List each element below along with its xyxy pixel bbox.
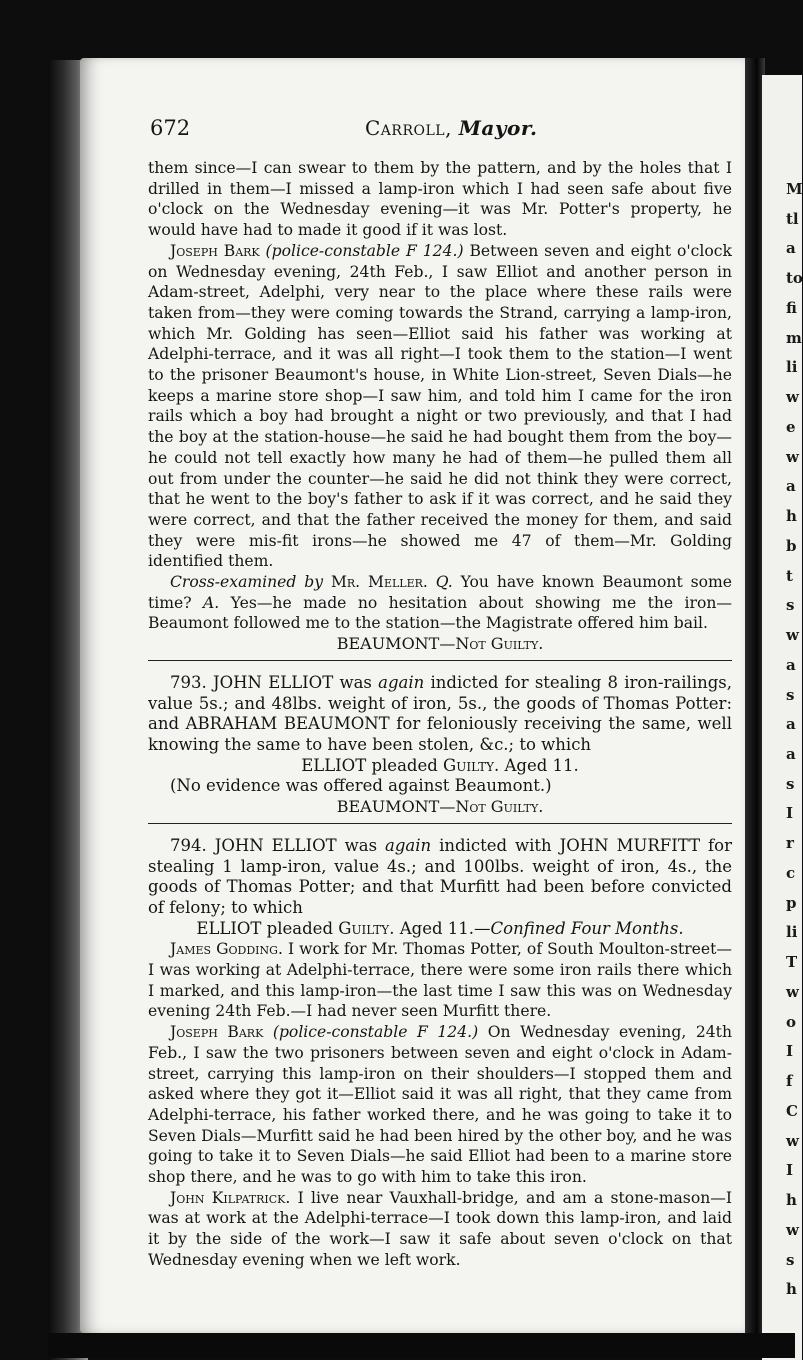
cross-label: Cross-examined by — [170, 573, 324, 592]
indictment-text: was — [333, 672, 379, 692]
charge-text-2: for stealing 1 lamp-iron, value 4s.; and 100lbs. weight of iron, 4s., the goods of Thomas Potter; and that Murfitt had been before convicted of felony; to which — [148, 835, 732, 917]
testimony-text: Between seven and eight o'clock on Wednesday evening, 24th Feb., I saw Elliot and another person in Adam-street, Adelphi, very near to the place where these rails were taken from—they were coming towards the Strand, carrying a lamp-iron, which Mr. Golding has seen—Elliot said his father was working at Adelphi-terrace, and it was all right—I took them to the station—I went to the prisoner Beaumont's house, in White Lion-street, Seven Dials—he keeps a marine store shop—I saw him, and told him I came for the iron rails which a boy had brought a night or two previously, and that I had the boy at the station-house—he said he had bought them from the boy—he could not tell exactly how many he had of them—he pulled them all out from under the counter—he said he did not think they were correct, that he went to the boy's father to ask if it was correct, and he said they were correct, and that the father received the money for them, and said they were mis-fit irons—he showed me 47 of them—Mr. Golding identified them. — [148, 241, 732, 571]
plea — [148, 756, 732, 777]
scan-border — [48, 1333, 795, 1358]
facing-page-fragment: b — [786, 536, 797, 555]
case-divider — [148, 823, 732, 824]
plea-age: Aged 11.— — [394, 918, 491, 938]
facing-page-fragment: w — [786, 626, 799, 645]
verdict-text: —Not Guilty. — [439, 797, 544, 817]
verdict-name: BEAUMONT — [336, 634, 440, 654]
verdict — [148, 634, 732, 655]
plea-text: pleaded — [366, 755, 444, 775]
codefendant-name: JOHN MURFITT — [559, 835, 701, 855]
facing-page-fragment: fi — [786, 298, 797, 317]
facing-page-fragment: T — [786, 953, 798, 972]
facing-page-fragment: I — [786, 1161, 794, 1180]
witness-name: Joseph Bark — [170, 1023, 264, 1042]
facing-page-fragment: s — [786, 1250, 795, 1269]
witness-role: (police-constable F 124.) — [272, 1023, 479, 1042]
facing-page-fragment: w — [786, 447, 799, 466]
facing-page-fragment: li — [786, 923, 798, 942]
facing-page-fragment: o — [786, 1012, 797, 1031]
cross-examination — [148, 572, 732, 634]
witness-role: (police-constable F 124.) — [265, 241, 464, 260]
facing-page-fragment: p — [786, 893, 797, 912]
plea-name: ELLIOT — [196, 918, 262, 938]
witness-name: John Kilpatrick. — [170, 1188, 291, 1207]
case-793-indictment — [148, 673, 732, 756]
facing-page-fragment: w — [786, 1131, 799, 1150]
facing-page-fragment: a — [786, 477, 796, 496]
sentence: Confined Four Months. — [490, 918, 684, 938]
facing-page-fragment: C — [786, 1101, 798, 1120]
facing-page-fragment: M — [786, 180, 803, 198]
page-header — [150, 116, 740, 146]
question-marker: Q. — [435, 573, 453, 592]
answer-text: Yes—he made no hesitation about showing me the iron—Beaumont followed me to the station—the Magistrate offered him bail. — [148, 593, 732, 633]
facing-page-fragment: h — [786, 1191, 797, 1210]
witness-name: James Godding. — [170, 940, 283, 959]
facing-page-fragment: s — [786, 596, 795, 615]
page-body — [148, 158, 732, 1271]
facing-page-fragment: s — [786, 685, 795, 704]
running-head-title: Mayor. — [458, 116, 538, 140]
plea-name: ELLIOT — [301, 755, 367, 775]
answer-marker: A. — [203, 593, 220, 612]
question-text: You have known Beaumont some time? — [148, 573, 732, 612]
case-number: 793. — [170, 672, 207, 692]
witness-name: Joseph Bark — [170, 241, 260, 260]
witness-testimony-bark — [148, 241, 732, 572]
plea-guilty: Guilty. — [338, 918, 395, 938]
plea — [148, 919, 732, 940]
facing-page-fragment: a — [786, 239, 796, 258]
facing-page-fragment: li — [786, 358, 798, 377]
facing-page-fragment: w — [786, 982, 799, 1001]
facing-page-fragment: m — [786, 328, 802, 347]
plea-text: pleaded — [261, 918, 339, 938]
plea-age: Aged 11. — [499, 755, 579, 775]
facing-page-fragment: I — [786, 1042, 794, 1061]
facing-page-fragment: s — [786, 774, 795, 793]
witness-testimony-kilpatrick — [148, 1188, 732, 1271]
verdict-text: —Not Guilty. — [439, 634, 544, 654]
defendant-name: JOHN ELLIOT — [213, 672, 334, 692]
indictment-text: was — [336, 835, 386, 855]
facing-page-fragment: c — [786, 863, 796, 882]
facing-page-fragment: e — [786, 417, 796, 436]
no-evidence-note: (No evidence was offered against Beaumont.) — [170, 776, 552, 796]
facing-page-fragment: I — [786, 804, 794, 823]
facing-page-fragment: h — [786, 507, 797, 526]
testimony-text: I work for Mr. Thomas Potter, of South Moulton-street—I was working at Adelphi-terrace, there were some iron rails there which I marked, and this lamp-iron—the last time I saw this was on Wednesday evening 24th Feb.—I had never seen Murfitt there. — [148, 940, 732, 1021]
facing-page-fragment: h — [786, 1280, 797, 1299]
facing-page-fragment: tl — [786, 209, 799, 228]
facing-page-fragment: a — [786, 745, 796, 763]
page-number: 672 — [150, 116, 191, 140]
again-word: again — [378, 672, 425, 692]
charge-text: indicted for stealing 8 iron-railings, value 5s.; and 48lbs. weight of iron, 5s., the goods of Thomas Potter: and — [148, 672, 733, 734]
facing-page-fragment: to — [786, 269, 803, 288]
facing-page-fragment: a — [786, 655, 796, 674]
facing-page-fragment: f — [786, 1072, 793, 1091]
case-794-indictment — [148, 836, 732, 919]
facing-page-fragment: r — [786, 834, 794, 853]
facing-page-edge — [762, 75, 802, 1360]
facing-page-fragment: w — [786, 1220, 799, 1239]
plea-guilty: Guilty. — [443, 755, 500, 775]
codefendant-name: ABRAHAM BEAUMONT — [185, 714, 390, 734]
case-number: 794. — [170, 835, 207, 855]
testimony-text: On Wednesday evening, 24th Feb., I saw the two prisoners between seven and eight o'clock in Adam-street, carrying this lamp-iron on their shoulders—I stopped them and asked where they got it—Elliot said it was all right, that they came from Adelphi-terrace, his father worked there, and he was going to take it to Seven Dials—Murfitt said he had been hired by the other boy, and he was going to take it to Seven Dials—he said Elliot had been to a marine store shop there, and he was to go with him to take this iron. — [148, 1023, 732, 1187]
witness-testimony-bark — [148, 1022, 732, 1188]
witness-testimony-godding — [148, 939, 732, 1022]
charge-text-2: for feloniously receiving the same, well knowing the same to have been stolen, &c.; to which — [148, 714, 732, 754]
verdict — [148, 797, 732, 818]
testimony-text: I live near Vauxhall-bridge, and am a stone-mason—I was at work at the Adelphi-terrace—I took down this lamp-iron, and laid it by the side of the work—I saw it safe about seven o'clock on that Wednesday evening when we left work. — [148, 1188, 732, 1269]
case-divider — [148, 660, 732, 661]
charge-text: indicted with — [431, 835, 560, 855]
facing-page-fragment: a — [786, 715, 796, 734]
testimony-paragraph: them since—I can swear to them by the pattern, and by the holes that I drilled in them—I missed a lamp-iron which I had seen safe about five o'clock on the Wednesday evening—it was Mr. Potter's property, he would have had to made it good if it was lost. — [148, 159, 732, 240]
defendant-name: JOHN ELLIOT — [214, 835, 337, 855]
again-word: again — [385, 835, 432, 855]
verdict-name: BEAUMONT — [336, 797, 440, 817]
running-head — [365, 116, 538, 140]
facing-page-fragment: t — [786, 566, 793, 585]
running-head-name: Carroll, — [365, 116, 452, 140]
counsel-name: Mr. Meller. — [330, 573, 428, 592]
facing-page-fragment: w — [786, 388, 799, 407]
